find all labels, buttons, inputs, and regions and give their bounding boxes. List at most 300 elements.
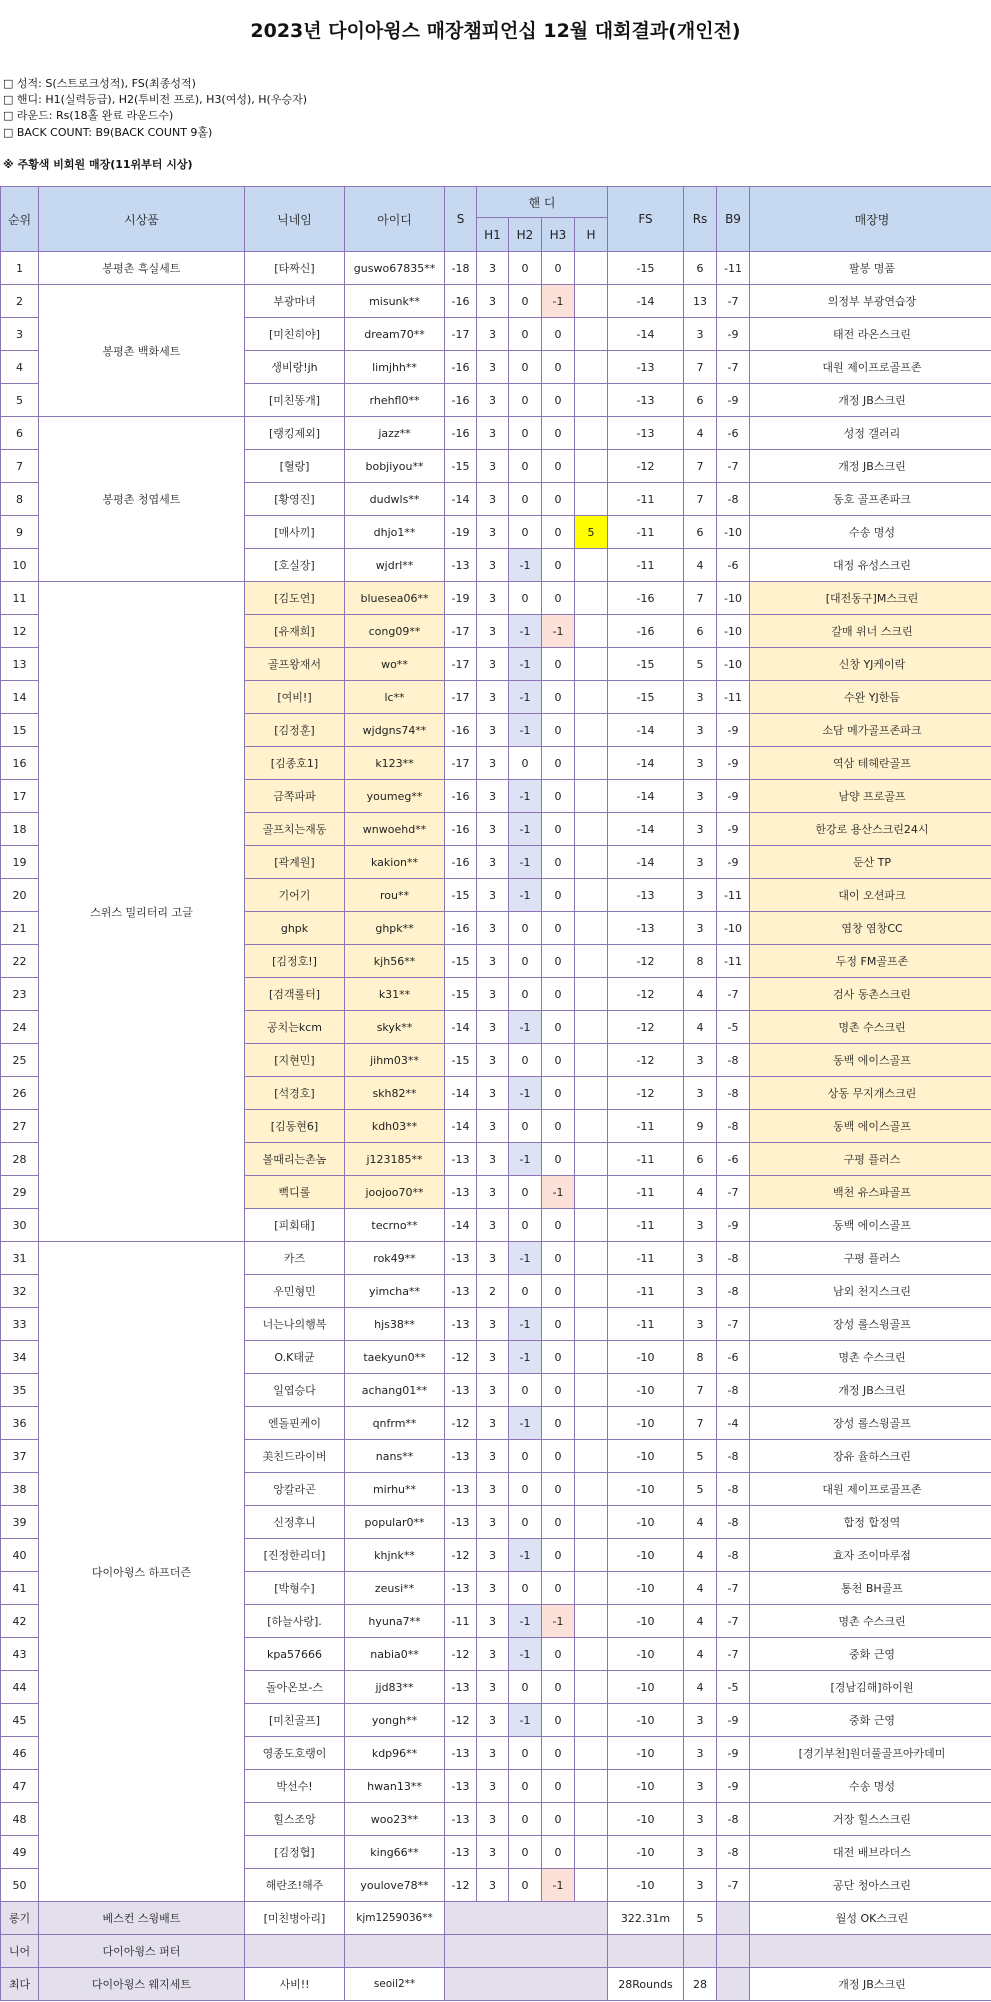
h-cell (575, 648, 608, 681)
nickname-cell: 생비랑!jh (245, 351, 345, 384)
rank-cell: 1 (1, 252, 39, 285)
fs-score-cell: -10 (608, 1836, 684, 1869)
b9-cell: -9 (717, 714, 750, 747)
id-cell: j123185** (345, 1143, 445, 1176)
b9-cell: -8 (717, 1473, 750, 1506)
table-row (1, 285, 991, 318)
nickname-cell: [검객롤터] (245, 978, 345, 1011)
b9-cell: -9 (717, 318, 750, 351)
h2-cell: -1 (509, 780, 542, 813)
rs-cell: 6 (684, 252, 717, 285)
award-store-cell: 개정 JB스크린 (750, 1968, 991, 2001)
h1-cell: 3 (477, 1143, 509, 1176)
b9-cell: -11 (717, 252, 750, 285)
h2-cell: -1 (509, 549, 542, 582)
b9-cell: -10 (717, 516, 750, 549)
rank-cell: 33 (1, 1308, 39, 1341)
fs-score-cell: -12 (608, 1044, 684, 1077)
id-cell: misunk** (345, 285, 445, 318)
h2-cell: 0 (509, 1803, 542, 1836)
h-cell (575, 384, 608, 417)
store-cell: 합정 합정역 (750, 1506, 991, 1539)
b9-cell: -5 (717, 1011, 750, 1044)
nickname-cell: [미친골프] (245, 1704, 345, 1737)
fs-score-cell: -14 (608, 714, 684, 747)
rank-cell: 14 (1, 681, 39, 714)
h-cell (575, 1077, 608, 1110)
rank-cell: 49 (1, 1836, 39, 1869)
b9-cell: -7 (717, 450, 750, 483)
fs-score-cell: -11 (608, 1308, 684, 1341)
b9-cell: -9 (717, 1737, 750, 1770)
h3-cell: 0 (542, 417, 575, 450)
h3-cell: 0 (542, 252, 575, 285)
b9-cell: -7 (717, 1638, 750, 1671)
award-nickname-cell: [미친병아리] (245, 1902, 345, 1935)
fs-score-cell: -10 (608, 1737, 684, 1770)
h-cell (575, 1044, 608, 1077)
h2-cell: -1 (509, 1242, 542, 1275)
id-cell: lc** (345, 681, 445, 714)
h2-cell: -1 (509, 879, 542, 912)
rank-cell: 4 (1, 351, 39, 384)
id-cell: cong09** (345, 615, 445, 648)
s-score-cell: -15 (445, 1044, 477, 1077)
h-cell (575, 1803, 608, 1836)
h3-cell: 0 (542, 1539, 575, 1572)
nickname-cell: [진정한리더] (245, 1539, 345, 1572)
s-score-cell: -13 (445, 1506, 477, 1539)
h3-cell: 0 (542, 945, 575, 978)
prize-cell: 봉평촌 흑실세트 (39, 252, 245, 285)
store-cell: 개정 JB스크린 (750, 1374, 991, 1407)
store-cell: 소담 메가골프존파크 (750, 714, 991, 747)
rs-cell: 3 (684, 318, 717, 351)
h1-cell: 3 (477, 549, 509, 582)
h-cell (575, 1308, 608, 1341)
nickname-cell: 뻑디롤 (245, 1176, 345, 1209)
h3-cell: 0 (542, 1836, 575, 1869)
fs-score-cell: -11 (608, 549, 684, 582)
h3-cell: 0 (542, 1803, 575, 1836)
h-cell (575, 1737, 608, 1770)
b9-cell: -9 (717, 1770, 750, 1803)
h-cell (575, 1209, 608, 1242)
results-table (0, 186, 991, 2001)
h3-cell: 0 (542, 1737, 575, 1770)
store-cell: 동호 골프존파크 (750, 483, 991, 516)
h1-cell: 3 (477, 1473, 509, 1506)
h3-cell: 0 (542, 879, 575, 912)
rank-cell: 27 (1, 1110, 39, 1143)
fs-score-cell: -10 (608, 1638, 684, 1671)
b9-cell: -7 (717, 351, 750, 384)
h3-cell: 0 (542, 714, 575, 747)
nickname-cell: 돌아온보-스 (245, 1671, 345, 1704)
h2-cell: 0 (509, 1836, 542, 1869)
table-row (1, 252, 991, 285)
h1-cell: 3 (477, 582, 509, 615)
fs-score-cell: -11 (608, 1176, 684, 1209)
h1-cell: 3 (477, 1242, 509, 1275)
rank-cell: 10 (1, 549, 39, 582)
store-cell: 동백 에이스골프 (750, 1110, 991, 1143)
fs-score-cell: -11 (608, 483, 684, 516)
rs-cell: 3 (684, 1275, 717, 1308)
id-cell: joojoo70** (345, 1176, 445, 1209)
rank-cell: 11 (1, 582, 39, 615)
id-cell: jazz** (345, 417, 445, 450)
h2-cell: 0 (509, 1044, 542, 1077)
h-cell (575, 549, 608, 582)
nickname-cell: [호실장] (245, 549, 345, 582)
fs-score-cell: -14 (608, 846, 684, 879)
h3-cell: 0 (542, 1704, 575, 1737)
b9-cell: -9 (717, 747, 750, 780)
h2-cell: 0 (509, 417, 542, 450)
store-cell: 수송 명성 (750, 1770, 991, 1803)
h-cell (575, 1110, 608, 1143)
fs-score-cell: -10 (608, 1572, 684, 1605)
rs-cell: 13 (684, 285, 717, 318)
h3-cell: 0 (542, 384, 575, 417)
id-cell: kjh56** (345, 945, 445, 978)
fs-score-cell: -11 (608, 516, 684, 549)
h-cell (575, 450, 608, 483)
rs-cell: 4 (684, 1176, 717, 1209)
col-header-h2: H2 (509, 218, 542, 252)
nickname-cell: [지현민] (245, 1044, 345, 1077)
h1-cell: 3 (477, 384, 509, 417)
b9-cell: -8 (717, 1803, 750, 1836)
nickname-cell: 앙칼라곤 (245, 1473, 345, 1506)
h1-cell: 3 (477, 846, 509, 879)
fs-score-cell: -13 (608, 912, 684, 945)
s-score-cell: -16 (445, 417, 477, 450)
fs-score-cell: -13 (608, 879, 684, 912)
h1-cell: 3 (477, 450, 509, 483)
h2-cell: 0 (509, 1209, 542, 1242)
fs-score-cell: -11 (608, 1242, 684, 1275)
nickname-cell: 골프왕재서 (245, 648, 345, 681)
rank-cell: 42 (1, 1605, 39, 1638)
fs-score-cell: -12 (608, 945, 684, 978)
rs-cell: 6 (684, 516, 717, 549)
h-cell (575, 252, 608, 285)
store-cell: 성정 갤러리 (750, 417, 991, 450)
h1-cell: 3 (477, 1803, 509, 1836)
fs-score-cell: -16 (608, 615, 684, 648)
h-cell (575, 1242, 608, 1275)
b9-cell: -11 (717, 681, 750, 714)
id-cell: ghpk** (345, 912, 445, 945)
store-cell: 통천 BH골프 (750, 1572, 991, 1605)
legend-note: □ 핸디: H1(실력등급), H2(투비전 프로), H3(여성), H(우승자) (3, 93, 307, 107)
h1-cell: 3 (477, 1539, 509, 1572)
nickname-cell: 힐스조앙 (245, 1803, 345, 1836)
h2-cell: -1 (509, 1308, 542, 1341)
fs-score-cell: -11 (608, 1110, 684, 1143)
store-cell: 갈매 위너 스크린 (750, 615, 991, 648)
store-cell: 명촌 수스크린 (750, 1341, 991, 1374)
award-id-cell: kjm1259036** (345, 1902, 445, 1935)
h1-cell: 3 (477, 1671, 509, 1704)
h3-cell: 0 (542, 1473, 575, 1506)
rank-cell: 38 (1, 1473, 39, 1506)
id-cell: popular0** (345, 1506, 445, 1539)
nickname-cell: [매사끼] (245, 516, 345, 549)
id-cell: wnwoehd** (345, 813, 445, 846)
h-cell (575, 1341, 608, 1374)
rs-cell: 3 (684, 1044, 717, 1077)
h-cell (575, 483, 608, 516)
h1-cell: 3 (477, 1044, 509, 1077)
rs-cell: 9 (684, 1110, 717, 1143)
id-cell: skh82** (345, 1077, 445, 1110)
prize-cell: 봉평촌 청엽세트 (39, 417, 245, 582)
id-cell: limjhh** (345, 351, 445, 384)
rank-cell: 12 (1, 615, 39, 648)
rs-cell: 4 (684, 417, 717, 450)
h-cell (575, 582, 608, 615)
rank-cell: 44 (1, 1671, 39, 1704)
rank-cell: 41 (1, 1572, 39, 1605)
h1-cell: 3 (477, 1308, 509, 1341)
id-cell: dream70** (345, 318, 445, 351)
rs-cell: 4 (684, 549, 717, 582)
legend-note: □ 라운드: Rs(18홀 완료 라운드수) (3, 109, 174, 123)
award-blank-cell (445, 1935, 608, 1968)
store-cell: 공단 청아스크린 (750, 1869, 991, 1902)
rs-cell: 7 (684, 450, 717, 483)
col-header-b9: B9 (717, 187, 750, 252)
id-cell: nabia0** (345, 1638, 445, 1671)
id-cell: k123** (345, 747, 445, 780)
h2-cell: -1 (509, 1341, 542, 1374)
h1-cell: 3 (477, 912, 509, 945)
store-cell: 대정 유성스크린 (750, 549, 991, 582)
h2-cell: 0 (509, 1572, 542, 1605)
rs-cell: 3 (684, 912, 717, 945)
h-cell (575, 1176, 608, 1209)
h3-cell: 0 (542, 549, 575, 582)
fs-score-cell: -14 (608, 285, 684, 318)
h3-cell: 0 (542, 780, 575, 813)
rs-cell: 3 (684, 1209, 717, 1242)
s-score-cell: -13 (445, 1440, 477, 1473)
b9-cell: -8 (717, 1077, 750, 1110)
nickname-cell: [김동현6] (245, 1110, 345, 1143)
h1-cell: 3 (477, 1638, 509, 1671)
rank-cell: 20 (1, 879, 39, 912)
rs-cell: 7 (684, 483, 717, 516)
h-cell (575, 846, 608, 879)
id-cell: bluesea06** (345, 582, 445, 615)
store-cell: 중화 근영 (750, 1704, 991, 1737)
h2-cell: 0 (509, 1110, 542, 1143)
h2-cell: 0 (509, 1440, 542, 1473)
col-header-rs: Rs (684, 187, 717, 252)
store-cell: 의정부 부광연습장 (750, 285, 991, 318)
rank-cell: 34 (1, 1341, 39, 1374)
rs-cell: 3 (684, 1803, 717, 1836)
rank-cell: 13 (1, 648, 39, 681)
rs-cell: 8 (684, 945, 717, 978)
fs-score-cell: -10 (608, 1605, 684, 1638)
award-blank-cell (717, 1902, 750, 1935)
h-cell (575, 747, 608, 780)
id-cell: kakion** (345, 846, 445, 879)
b9-cell: -9 (717, 1704, 750, 1737)
h2-cell: -1 (509, 681, 542, 714)
nickname-cell: [석경호] (245, 1077, 345, 1110)
h2-cell: 0 (509, 1770, 542, 1803)
fs-score-cell: -11 (608, 1209, 684, 1242)
b9-cell: -8 (717, 1110, 750, 1143)
h3-cell: -1 (542, 1176, 575, 1209)
b9-cell: -5 (717, 1671, 750, 1704)
h1-cell: 3 (477, 1704, 509, 1737)
award-type-cell: 롱기 (1, 1902, 39, 1935)
col-header-fs: FS (608, 187, 684, 252)
col-header-s: S (445, 187, 477, 252)
s-score-cell: -12 (445, 1341, 477, 1374)
h3-cell: 0 (542, 978, 575, 1011)
h3-cell: 0 (542, 1209, 575, 1242)
rs-cell: 4 (684, 1506, 717, 1539)
h-cell (575, 978, 608, 1011)
award-fs-cell: 28Rounds (608, 1968, 684, 2001)
rs-cell: 3 (684, 747, 717, 780)
h2-cell: -1 (509, 1143, 542, 1176)
h1-cell: 3 (477, 1407, 509, 1440)
rank-cell: 39 (1, 1506, 39, 1539)
b9-cell: -8 (717, 1044, 750, 1077)
h-cell: 5 (575, 516, 608, 549)
nickname-cell: [김정호!] (245, 945, 345, 978)
h1-cell: 3 (477, 1836, 509, 1869)
b9-cell: -8 (717, 1440, 750, 1473)
h3-cell: 0 (542, 912, 575, 945)
id-cell: hyuna7** (345, 1605, 445, 1638)
store-cell: 개정 JB스크린 (750, 384, 991, 417)
s-score-cell: -17 (445, 747, 477, 780)
store-cell: 구평 플러스 (750, 1143, 991, 1176)
s-score-cell: -18 (445, 252, 477, 285)
store-cell: 대이 오션파크 (750, 879, 991, 912)
nickname-cell: 美친드라이버 (245, 1440, 345, 1473)
fs-score-cell: -15 (608, 252, 684, 285)
fs-score-cell: -10 (608, 1869, 684, 1902)
nickname-cell: [피회태] (245, 1209, 345, 1242)
h1-cell: 3 (477, 1176, 509, 1209)
fs-score-cell: -10 (608, 1803, 684, 1836)
h3-cell: 0 (542, 483, 575, 516)
h1-cell: 3 (477, 1605, 509, 1638)
h3-cell: 0 (542, 1572, 575, 1605)
h3-cell: -1 (542, 1869, 575, 1902)
nickname-cell: [김종호1] (245, 747, 345, 780)
prize-cell: 다이아윙스 하프더즌 (39, 1242, 245, 1902)
id-cell: jjd83** (345, 1671, 445, 1704)
nickname-cell: ghpk (245, 912, 345, 945)
h3-cell: 0 (542, 1341, 575, 1374)
b9-cell: -10 (717, 912, 750, 945)
h3-cell: 0 (542, 516, 575, 549)
store-cell: 동백 에이스골프 (750, 1044, 991, 1077)
s-score-cell: -12 (445, 1638, 477, 1671)
rs-cell: 3 (684, 1242, 717, 1275)
b9-cell: -7 (717, 1605, 750, 1638)
rs-cell: 3 (684, 813, 717, 846)
h-cell (575, 1671, 608, 1704)
h-cell (575, 912, 608, 945)
rank-cell: 23 (1, 978, 39, 1011)
nickname-cell: [김도연] (245, 582, 345, 615)
b9-cell: -6 (717, 1341, 750, 1374)
nickname-cell: [타짜신] (245, 252, 345, 285)
rs-cell: 7 (684, 351, 717, 384)
b9-cell: -7 (717, 1869, 750, 1902)
h-cell (575, 1638, 608, 1671)
id-cell: zeusi** (345, 1572, 445, 1605)
s-score-cell: -13 (445, 1374, 477, 1407)
h-cell (575, 1407, 608, 1440)
h1-cell: 3 (477, 1869, 509, 1902)
h2-cell: -1 (509, 1407, 542, 1440)
h2-cell: -1 (509, 648, 542, 681)
award-rs-cell (684, 1935, 717, 1968)
h3-cell: 0 (542, 1308, 575, 1341)
award-blank-cell (445, 1968, 608, 2001)
award-id-cell: seoil2** (345, 1968, 445, 2001)
h-cell (575, 1143, 608, 1176)
s-score-cell: -17 (445, 318, 477, 351)
h-cell (575, 714, 608, 747)
h3-cell: 0 (542, 1110, 575, 1143)
b9-cell: -9 (717, 846, 750, 879)
col-header-id: 아이디 (345, 187, 445, 252)
col-header-h1: H1 (477, 218, 509, 252)
h-cell (575, 1704, 608, 1737)
h3-cell: 0 (542, 1671, 575, 1704)
rank-cell: 48 (1, 1803, 39, 1836)
s-score-cell: -16 (445, 384, 477, 417)
s-score-cell: -14 (445, 1110, 477, 1143)
b9-cell: -7 (717, 285, 750, 318)
h2-cell: -1 (509, 1638, 542, 1671)
id-cell: kdh03** (345, 1110, 445, 1143)
h2-cell: 0 (509, 351, 542, 384)
rank-cell: 40 (1, 1539, 39, 1572)
nickname-cell: [곽계원] (245, 846, 345, 879)
fs-score-cell: -13 (608, 351, 684, 384)
h-cell (575, 1539, 608, 1572)
h2-cell: 0 (509, 318, 542, 351)
legend-note: □ 성적: S(스트로크성적), FS(최종성적) (3, 77, 196, 90)
col-header-h: H (575, 218, 608, 252)
id-cell: woo23** (345, 1803, 445, 1836)
h-cell (575, 1572, 608, 1605)
col-header-h3: H3 (542, 218, 575, 252)
s-score-cell: -13 (445, 1671, 477, 1704)
nickname-cell: kpa57666 (245, 1638, 345, 1671)
s-score-cell: -15 (445, 450, 477, 483)
h3-cell: 0 (542, 1242, 575, 1275)
h1-cell: 3 (477, 1077, 509, 1110)
fs-score-cell: -16 (608, 582, 684, 615)
h1-cell: 3 (477, 747, 509, 780)
